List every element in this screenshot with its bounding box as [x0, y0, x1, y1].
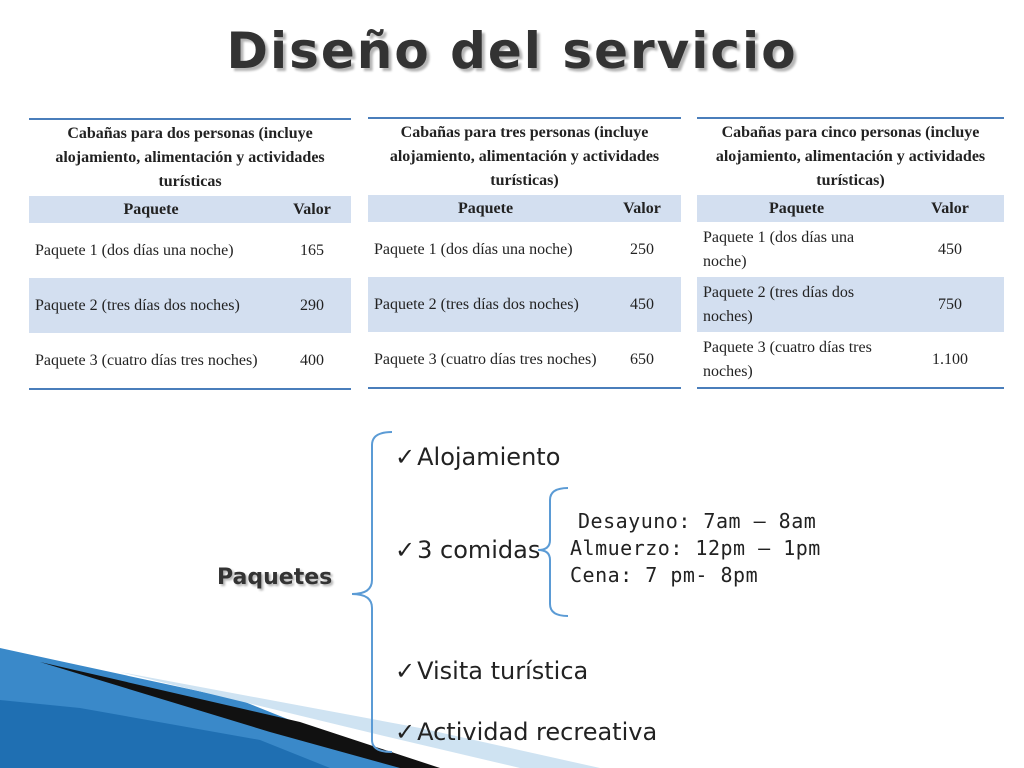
- table-row: [697, 222, 1004, 277]
- row-valor: 450: [938, 240, 962, 258]
- table-caption: Cabañas para tres personas (incluye alojamiento, alimentación y actividades turísticas): [368, 118, 681, 195]
- row-valor: 650: [603, 332, 681, 388]
- diagram-root-label: Paquetes: [217, 565, 333, 590]
- table-row: [368, 277, 681, 332]
- row-paquete: Paquete 3 (cuatro días tres noches): [368, 332, 603, 388]
- header-paquete: Paquete: [768, 199, 825, 217]
- meal-almuerzo: Almuerzo: 12pm – 1pm: [570, 536, 821, 560]
- bullet-comidas: [395, 536, 540, 564]
- bullet-label: Visita turística: [417, 657, 589, 685]
- row-valor: 450: [630, 296, 654, 313]
- row-paquete: Paquete 3 (cuatro días tres noches): [29, 333, 273, 389]
- table-row: [368, 332, 681, 388]
- bullet-label: Alojamiento: [417, 443, 561, 471]
- checkmark-icon: ✓: [395, 443, 416, 471]
- bullet-actividad: [395, 718, 657, 746]
- page-title: Diseño del servicio: [226, 22, 798, 80]
- table-header: [29, 196, 351, 223]
- table-row: [697, 332, 1004, 388]
- price-table-five-persons: [697, 117, 1004, 389]
- row-valor: 290: [300, 297, 324, 314]
- row-valor: 750: [938, 295, 962, 313]
- header-paquete: Paquete: [457, 199, 514, 217]
- price-table-two-persons: [29, 118, 351, 390]
- header-valor: Valor: [293, 200, 331, 218]
- row-paquete: Paquete 2 (tres días dos noches): [35, 297, 240, 314]
- row-paquete: Paquete 3 (cuatro días tres noches): [697, 332, 896, 388]
- table-row: [368, 222, 681, 277]
- row-valor: 250: [630, 241, 654, 258]
- bullet-label: 3 comidas: [417, 536, 541, 564]
- row-valor: 400: [273, 333, 351, 389]
- price-table-three-persons: [368, 117, 681, 389]
- row-paquete: Paquete 2 (tres días dos noches): [374, 296, 579, 313]
- table-row: [697, 277, 1004, 332]
- table-header: [368, 195, 681, 222]
- table-caption: Cabañas para cinco personas (incluye alojamiento, alimentación y actividades turísticas): [697, 118, 1004, 195]
- bullet-label: Actividad recreativa: [417, 718, 658, 746]
- row-valor: 1.100: [896, 332, 1004, 388]
- table-row: [29, 223, 351, 278]
- table-row: [29, 278, 351, 333]
- header-valor: Valor: [623, 199, 661, 217]
- meals-bracket: [538, 488, 568, 616]
- checkmark-icon: ✓: [395, 657, 416, 685]
- table-header: [697, 195, 1004, 222]
- table-row: [29, 333, 351, 389]
- bullet-visita: [395, 657, 588, 685]
- checkmark-icon: ✓: [395, 536, 416, 564]
- row-valor: 165: [300, 242, 324, 259]
- main-bracket: [352, 432, 392, 752]
- row-paquete: Paquete 1 (dos días una noche): [703, 228, 855, 270]
- meal-desayuno: Desayuno: 7am – 8am: [578, 509, 817, 533]
- table-caption: Cabañas para dos personas (incluye alojamiento, alimentación y actividades turísticas: [29, 119, 351, 196]
- meal-cena: Cena: 7 pm- 8pm: [570, 563, 759, 587]
- checkmark-icon: ✓: [395, 718, 416, 746]
- header-paquete: Paquete: [123, 200, 179, 218]
- row-paquete: Paquete 2 (tres días dos noches): [703, 283, 855, 325]
- row-paquete: Paquete 1 (dos días una noche): [35, 242, 234, 259]
- bullet-alojamiento: [395, 443, 560, 471]
- header-valor: Valor: [931, 199, 969, 217]
- row-paquete: Paquete 1 (dos días una noche): [374, 241, 573, 258]
